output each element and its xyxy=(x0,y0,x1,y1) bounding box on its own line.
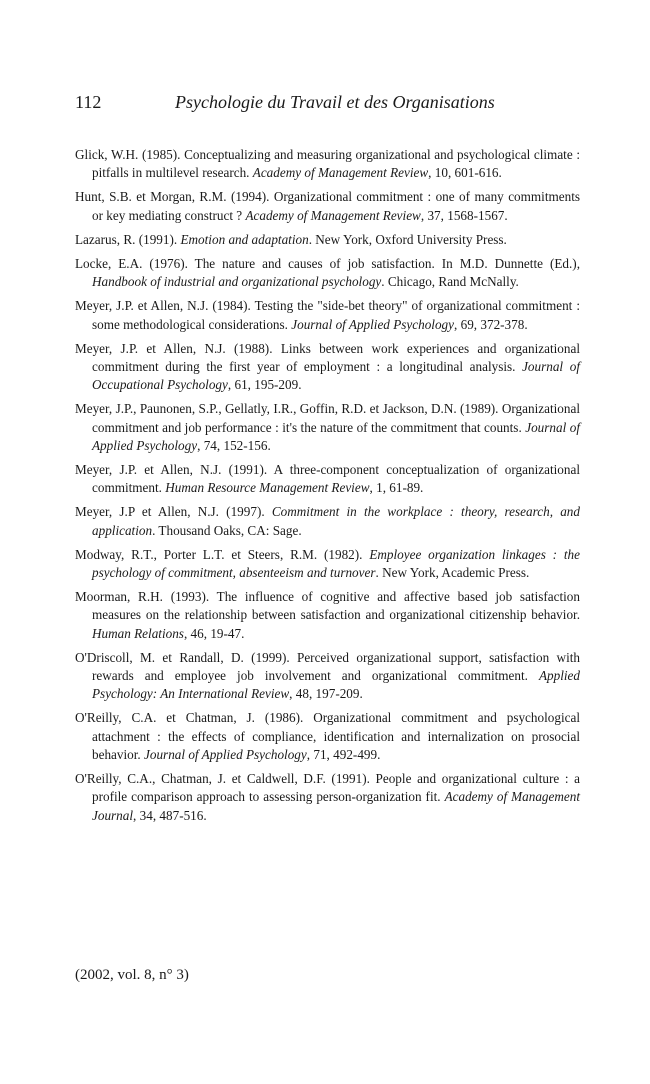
reference-item: O'Reilly, C.A., Chatman, J. et Caldwell, D.F. (1991). People and organizational culture : a profile comparison approach to assessing person-organization fit. Academy of Management Journal, 34, 487-516. xyxy=(75,771,581,823)
reference-item: Locke, E.A. (1976). The nature and causes of job satisfaction. In M.D. Dunnette (Ed.), Handbook of industrial and organizational psychology. Chicago, Rand McNally. xyxy=(75,256,580,290)
reference-item: Meyer, J.P. et Allen, N.J. (1984). Testing the "side-bet theory" of organizational commitment : some methodological considerations. Journal of Applied Psychology, 69, 372-378. xyxy=(75,298,580,332)
reference-item: O'Reilly, C.A. et Chatman, J. (1986). Organizational commitment and psychological attachment : the effects of compliance, identification and internalization on prosocial behavior. Journal of Applied Psychology, 71, 492-499. xyxy=(75,710,580,762)
reference-item: Modway, R.T., Porter L.T. et Steers, R.M. (1982). Employee organization linkages : the psychology of commitment, absenteeism and turnover. New York, Academic Press. xyxy=(75,546,580,581)
reference-item: Meyer, J.P. et Allen, N.J. (1988). Links between work experiences and organizational commitment during the first year of employment : a longitudinal analysis. Journal of Occupational Psychology, 61, 195-209. xyxy=(75,340,580,393)
reference-item: O'Driscoll, M. et Randall, D. (1999). Perceived organizational support, satisfaction with rewards and employee job involvement and organizational commitment. Applied Psychology: An International Review, 48, 197-209. xyxy=(75,649,580,702)
reference-item: Hunt, S.B. et Morgan, R.M. (1994). Organizational commitment : one of many commitments or key mediating construct ? Academy of Management Review, 37, 1568-1567. xyxy=(75,189,580,223)
reference-item: Meyer, J.P., Paunonen, S.P., Gellatly, I.R., Goffin, R.D. et Jackson, D.N. (1989). Organizational commitment and job performance : it's the nature of the commitment that counts. Journal of Applied Psychology, 74, 152-156. xyxy=(75,401,580,453)
page-number: 112 xyxy=(75,92,102,112)
running-title: Psychologie du Travail et des Organisations xyxy=(175,92,495,112)
reference-item: Meyer, J.P et Allen, N.J. (1997). Commitment in the workplace : theory, research, and application. Thousand Oaks, CA: Sage. xyxy=(75,504,580,538)
reference-item: Moorman, R.H. (1993). The influence of cognitive and affective based job satisfaction measures on the relationship between satisfaction and organizational citizenship behavior. Human Relations, 46, 19-47. xyxy=(75,589,580,641)
reference-list xyxy=(75,146,580,831)
reference-item: Glick, W.H. (1985). Conceptualizing and measuring organizational and psychological climate : pitfalls in multilevel research. Academy of Management Review, 10, 601-616. xyxy=(75,147,580,181)
page-header xyxy=(75,92,575,118)
issue-footer: (2002, vol. 8, n° 3) xyxy=(75,967,189,983)
reference-item: Lazarus, R. (1991). Emotion and adaptation. New York, Oxford University Press. xyxy=(75,231,507,247)
reference-item: Meyer, J.P. et Allen, N.J. (1991). A three-component conceptualization of organizational commitment. Human Resource Management Review, 1, 61-89. xyxy=(75,462,580,496)
